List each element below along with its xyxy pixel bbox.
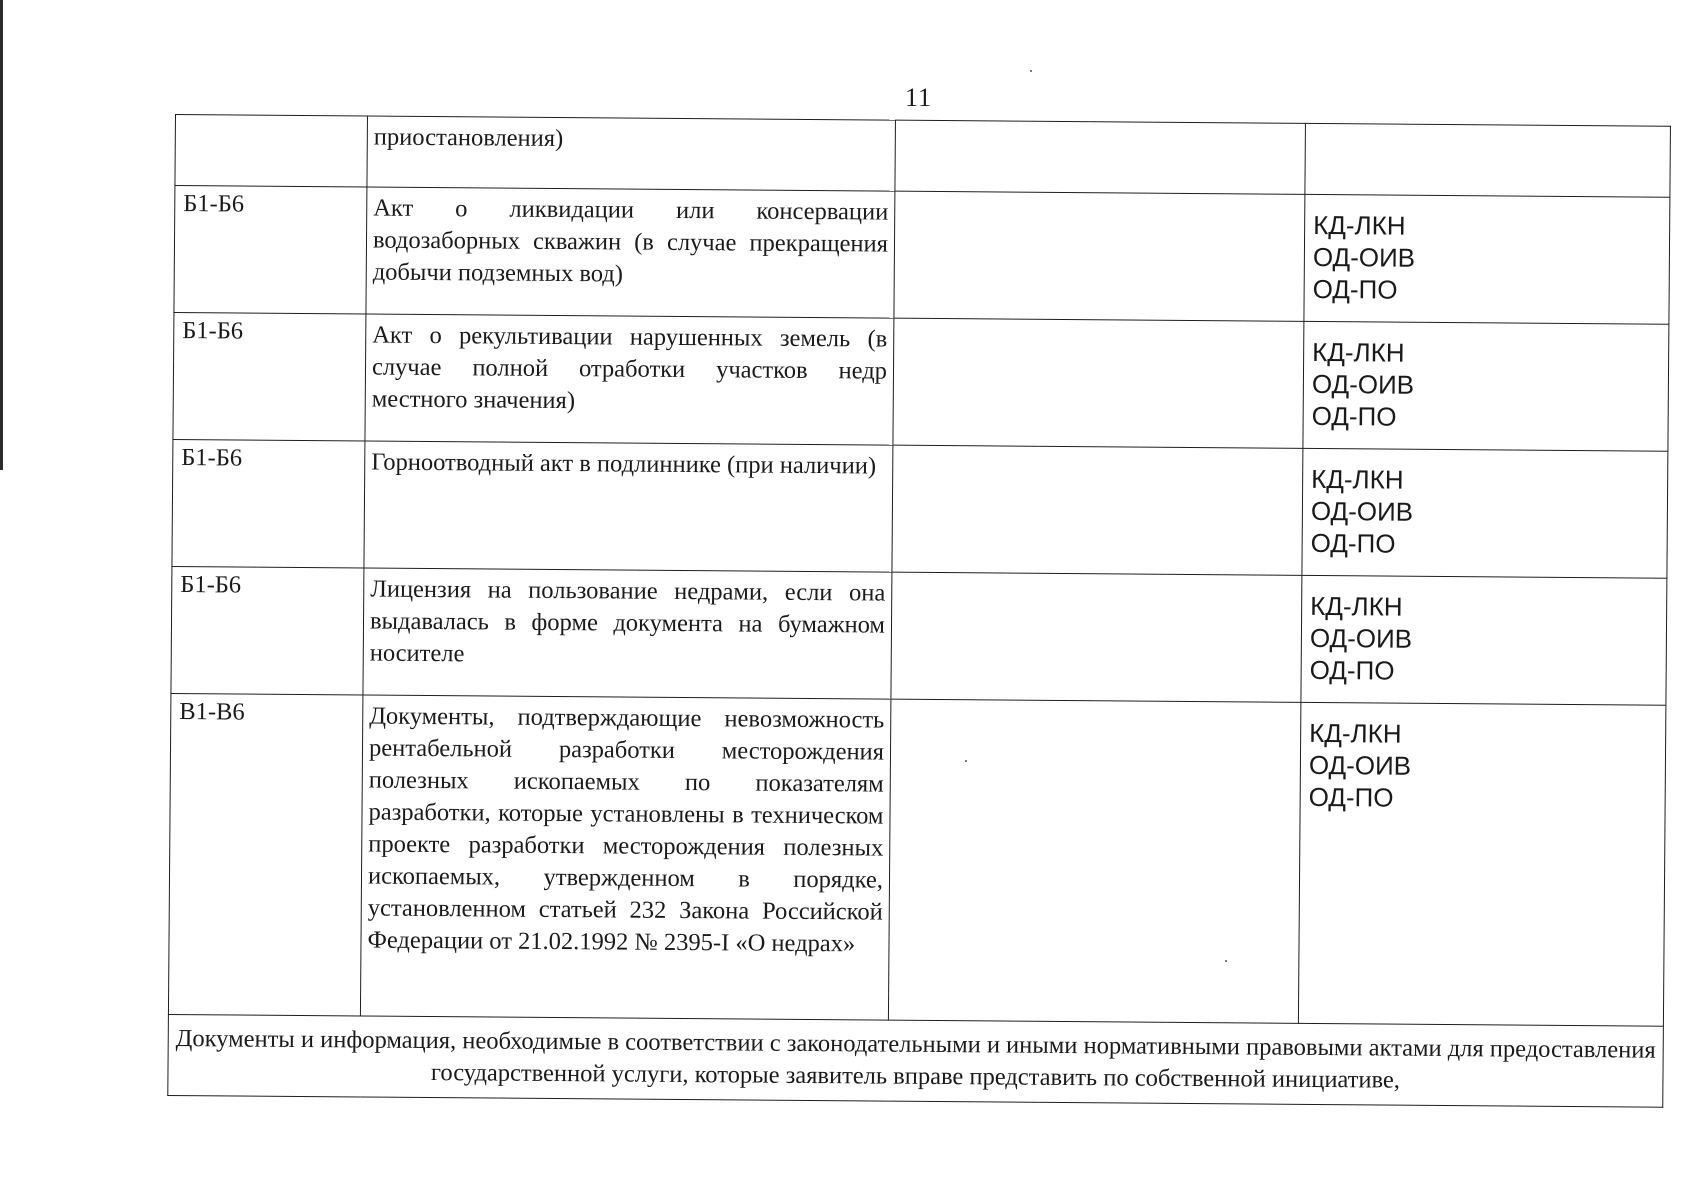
scan-page-edge	[0, 0, 3, 470]
row-document-name: Документы, подтверждающие невозможность рентабельной разработки месторождения полезных ископаемых по показателям разработки, которые установлены в техническом проекте разработки месторождения полезных ископаемых, утвержденном в порядке, установленном статьей 232 Закона Российской Федерации от 21.02.1992 № 2395-I «О недрах»	[360, 695, 891, 1020]
source-code: ОД-ОИВ	[1308, 749, 1412, 781]
row-empty-cell	[894, 191, 1305, 321]
row-sources	[1301, 575, 1667, 705]
row-document-name: Акт о ликвидации или консервации водозаборных скважин (в случае прекращения добычи подземных вод)	[366, 187, 895, 318]
source-code: КД-ЛКН	[1311, 463, 1404, 495]
row-empty-cell	[892, 445, 1303, 575]
source-code: КД-ЛКН	[1310, 590, 1403, 622]
table-section-footer	[168, 1014, 1664, 1107]
table-row	[168, 693, 1665, 1026]
table-row	[173, 312, 1669, 451]
row-document-name: Акт о рекультивации нарушенных земель (в случае полной отработки участков недр местного значения)	[365, 314, 894, 445]
source-code: КД-ЛКН	[1312, 336, 1405, 368]
table-row	[175, 115, 1671, 198]
source-code: ОД-ОИВ	[1310, 495, 1414, 527]
source-code: КД-ЛКН	[1313, 209, 1406, 241]
row-empty-cell	[895, 120, 1306, 194]
row-sources	[1304, 194, 1670, 324]
scan-speck	[1030, 70, 1032, 72]
row-empty-cell	[891, 572, 1302, 702]
source-code: ОД-ОИВ	[1309, 622, 1413, 654]
row-empty-cell	[893, 318, 1304, 448]
source-code: ОД-ПО	[1308, 781, 1394, 813]
table-row	[172, 439, 1668, 578]
source-code: ОД-ПО	[1311, 400, 1397, 432]
table-row	[171, 566, 1667, 705]
table-row	[174, 186, 1670, 325]
row-empty-cell	[888, 699, 1301, 1023]
page-number: 11	[905, 83, 933, 112]
row-document-name: приостановления)	[367, 116, 896, 191]
source-code: ОД-ПО	[1312, 273, 1398, 305]
row-sources	[1302, 448, 1668, 578]
row-code: Б1-Б6	[172, 439, 365, 568]
row-sources	[1303, 321, 1669, 451]
row-document-name: Горноотводный акт в подлиннике (при наличии)	[364, 441, 893, 572]
row-document-name: Лицензия на пользование недрами, если она выдавалась в форме документа на бумажном носителе	[363, 568, 892, 699]
row-sources	[1298, 702, 1666, 1026]
source-code: ОД-ОИВ	[1311, 368, 1415, 400]
row-code: Б1-Б6	[171, 566, 364, 695]
row-code: В1-В6	[168, 693, 363, 1015]
source-code: ОД-ПО	[1310, 527, 1396, 559]
section-heading-text: Документы и информация, необходимые в соответствии с законодательными и иными нормативными правовыми актами для предоставления государственной услуги, которые заявитель вправе представить по собственной инициативе,	[168, 1014, 1664, 1107]
row-code: Б1-Б6	[174, 186, 367, 315]
source-code: ОД-ОИВ	[1312, 241, 1416, 273]
source-code: ОД-ПО	[1309, 654, 1395, 686]
row-sources	[1305, 123, 1671, 197]
source-code: КД-ЛКН	[1309, 717, 1402, 749]
row-code: Б1-Б6	[173, 312, 366, 441]
documents-table	[167, 114, 1671, 1108]
row-code	[175, 115, 368, 188]
